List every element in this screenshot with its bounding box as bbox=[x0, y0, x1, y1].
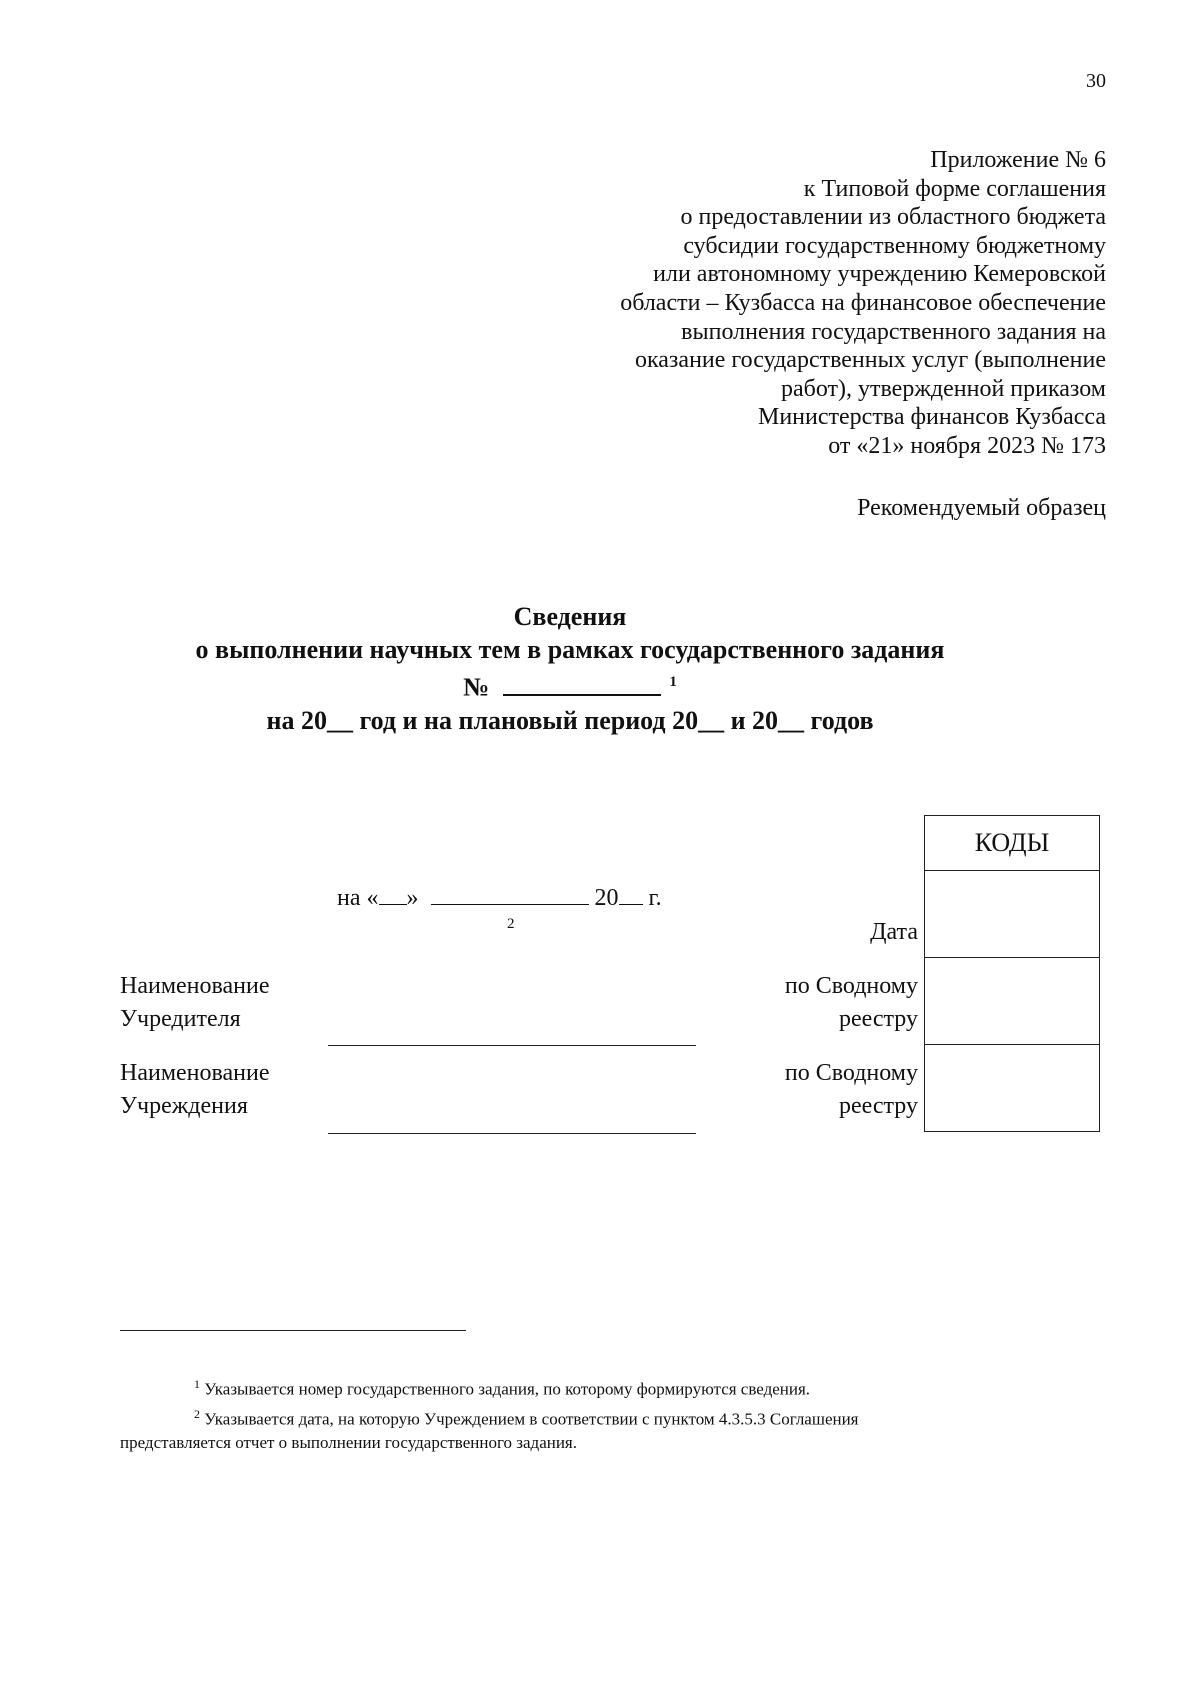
appendix-line: о предоставлении из областного бюджета bbox=[680, 204, 1106, 231]
title-line: на 20__ год и на плановый период 20__ и 20__ годов bbox=[266, 705, 874, 735]
founder-name-field[interactable] bbox=[328, 1045, 696, 1046]
footnote-1-text: Указывается номер государственного задания, по которому формируются сведения. bbox=[200, 1379, 811, 1399]
registry-label bbox=[785, 970, 918, 1036]
footnote-1 bbox=[120, 1372, 1106, 1402]
recommended-sample-label: Рекомендуемый образец bbox=[857, 495, 1106, 521]
footnote-2-continuation: представляется отчет о выполнении государственного задания. bbox=[120, 1433, 577, 1453]
footnote-2-ref: 2 bbox=[194, 1406, 200, 1421]
founder-label bbox=[120, 970, 270, 1036]
document-title bbox=[120, 600, 1020, 737]
registry-label bbox=[785, 1057, 918, 1123]
codes-header: КОДЫ bbox=[925, 816, 1100, 871]
footnote-2-text: Указывается дата, на которую Учреждением в соответствии с пунктом 4.3.5.3 Соглашения bbox=[200, 1409, 859, 1429]
registry-label-line: по Сводному bbox=[784, 973, 918, 999]
appendix-line: или автономному учреждению Кемеровской bbox=[653, 261, 1106, 288]
year-blank[interactable] bbox=[619, 884, 643, 905]
code-cell-founder-registry[interactable] bbox=[925, 958, 1100, 1045]
appendix-line: субсидии государственному бюджетному bbox=[683, 232, 1106, 259]
appendix-line: от «21» ноября 2023 № 173 bbox=[828, 432, 1106, 459]
footnote-separator bbox=[120, 1330, 466, 1331]
institution-label bbox=[120, 1057, 270, 1123]
appendix-header bbox=[546, 146, 1106, 461]
appendix-line: оказание государственных услуг (выполнение bbox=[634, 347, 1106, 374]
appendix-line: области – Кузбасса на финансовое обеспечение bbox=[620, 289, 1106, 316]
date-label: Дата bbox=[870, 919, 918, 945]
year-prefix: 20 bbox=[594, 885, 619, 911]
footnote-1-ref: 1 bbox=[194, 1377, 200, 1391]
founder-label-line: Учредителя bbox=[120, 1006, 241, 1032]
title-line: о выполнении научных тем в рамках государственного задания bbox=[195, 635, 945, 664]
assignment-number-blank[interactable] bbox=[503, 672, 661, 696]
footnote-2 bbox=[120, 1402, 1106, 1432]
founder-label-line: Наименование bbox=[120, 973, 270, 999]
footnote-ref: 1 bbox=[669, 674, 677, 690]
footnotes bbox=[120, 1372, 1106, 1455]
day-blank[interactable] bbox=[379, 884, 407, 905]
title-line: Сведения bbox=[513, 602, 627, 631]
institution-label-line: Наименование bbox=[120, 1060, 270, 1086]
month-blank[interactable] bbox=[431, 884, 589, 905]
date-quote: » bbox=[406, 885, 419, 911]
year-suffix: г. bbox=[642, 885, 662, 911]
appendix-line: Министерства финансов Кузбасса bbox=[758, 404, 1106, 431]
appendix-line: Приложение № 6 bbox=[930, 147, 1106, 173]
number-sign: № bbox=[463, 672, 490, 702]
report-date-line bbox=[337, 884, 662, 912]
appendix-line: выполнения государственного задания на bbox=[681, 318, 1106, 345]
page-number: 30 bbox=[1086, 70, 1106, 92]
date-prefix: на « bbox=[337, 885, 379, 911]
appendix-line: к Типовой форме соглашения bbox=[803, 175, 1106, 202]
codes-table bbox=[924, 815, 1100, 1132]
registry-label-line: по Сводному bbox=[784, 1060, 918, 1086]
footnote-ref: 2 bbox=[507, 916, 515, 932]
code-cell-institution-registry[interactable] bbox=[925, 1045, 1100, 1132]
appendix-line: работ), утвержденной приказом bbox=[780, 375, 1106, 402]
assignment-number-line bbox=[120, 666, 1020, 704]
code-cell-date[interactable] bbox=[925, 871, 1100, 958]
institution-label-line: Учреждения bbox=[120, 1093, 248, 1119]
registry-label-line: реестру bbox=[838, 1006, 918, 1032]
registry-label-line: реестру bbox=[838, 1093, 918, 1119]
institution-name-field[interactable] bbox=[328, 1133, 696, 1134]
